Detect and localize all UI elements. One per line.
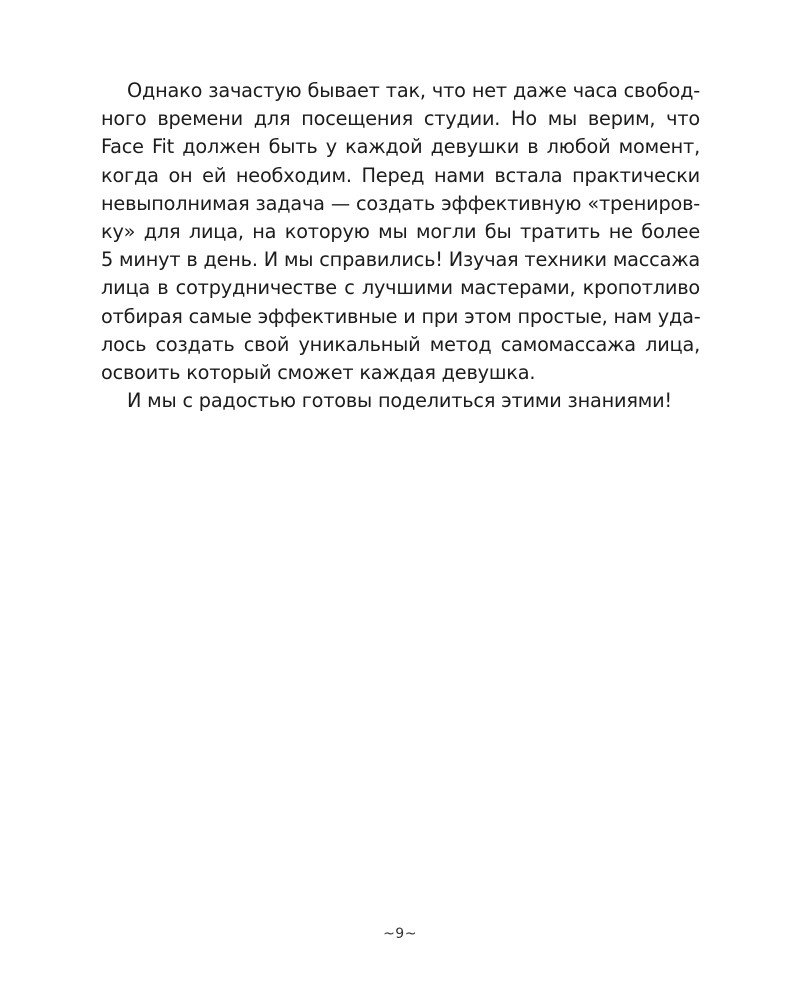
text-line: лось создать свой уникальный метод самомассажа лица, bbox=[101, 332, 700, 356]
text-line: ного времени для посещения студии. Но мы верим, что bbox=[101, 107, 700, 131]
page-number: ~9~ bbox=[383, 926, 417, 942]
text-line: Face Fit должен быть у каждой девушки в любой момент, bbox=[101, 135, 700, 159]
paragraph bbox=[101, 387, 700, 415]
text-line: отбирая самые эффективные и при этом простые, нам уда- bbox=[101, 304, 701, 328]
text-line: Однако зачастую бывает так, что нет даже часа свобод- bbox=[127, 79, 700, 102]
text-line: освоить который сможет каждая девушка. bbox=[101, 360, 536, 384]
text-line: когда он ей необходим. Перед нами встала практически bbox=[101, 163, 700, 187]
text-line: невыполнимая задача — создать эффективную «трениров- bbox=[101, 191, 700, 215]
text-line: ку» для лица, на которую мы могли бы тратить не более bbox=[101, 219, 700, 243]
text-line: лица в сотрудничестве с лучшими мастерами, кропотливо bbox=[101, 276, 700, 300]
text-line: И мы с радостью готовы поделиться этими знаниями! bbox=[127, 389, 672, 413]
body-text bbox=[101, 77, 700, 415]
text-line: 5 минут в день. И мы справились! Изучая техники массажа bbox=[101, 248, 700, 272]
paragraph bbox=[101, 77, 700, 387]
